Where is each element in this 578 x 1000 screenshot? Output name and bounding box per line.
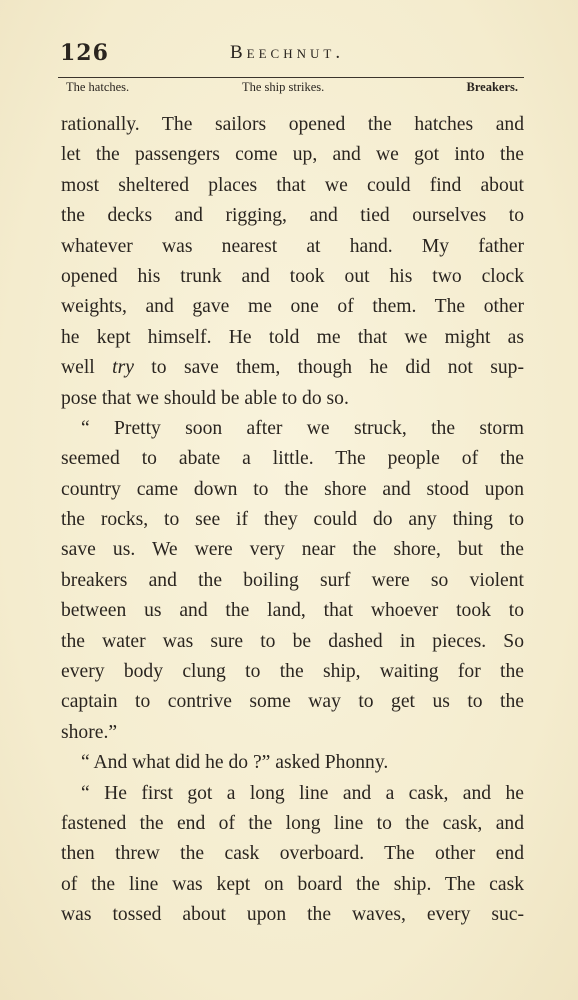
body-text [61, 110, 524, 931]
text-line: he kept himself. He told me that we might as [61, 326, 524, 348]
text-line: save us. We were very near the shore, but the [61, 539, 524, 561]
text-line: let the passengers come up, and we got into the [61, 144, 524, 166]
text-line: opened his trunk and took out his two clock [61, 265, 524, 287]
italic-word: try [112, 357, 134, 379]
text-line: rationally. The sailors opened the hatches and [61, 114, 524, 135]
subhead-right: Breakers. [466, 80, 518, 94]
text-line: weights, and gave me one of them. The other [61, 296, 524, 318]
subhead-center: The ship strikes. [242, 80, 325, 94]
text-line: “ And what did he do ?” asked Phonny. [81, 752, 389, 774]
text-line: fastened the end of the long line to the cask, and [61, 812, 524, 834]
text-line: captain to contrive some way to get us to the [61, 691, 524, 713]
text-span: well [61, 357, 113, 379]
running-head [60, 40, 523, 70]
text-line: seemed to abate a little. The people of the [61, 448, 524, 470]
text-line: country came down to the shore and stood upon [61, 478, 524, 500]
text-line: shore.” [61, 721, 118, 743]
text-line: breakers and the boiling surf were so violent [61, 569, 524, 591]
text-line: every body clung to the ship, waiting for the [61, 661, 524, 683]
text-line: “ He first got a long line and a cask, and he [81, 782, 524, 804]
text-line: was tossed about upon the waves, every suc- [61, 904, 524, 926]
text-line: the decks and rigging, and tied ourselves to [61, 205, 524, 227]
text-line: “ Pretty soon after we struck, the storm [81, 417, 524, 439]
text-span: to save them, though he did not sup- [133, 357, 524, 379]
text-line: the water was sure to be dashed in pieces. So [61, 630, 524, 652]
text-line: most sheltered places that we could find about [61, 174, 524, 196]
subhead-left: The hatches. [66, 80, 130, 94]
text-line: then threw the cask overboard. The other end [61, 843, 524, 865]
text-line: pose that we should be able to do so. [61, 387, 349, 409]
text-line: the rocks, to see if they could do any thing to [61, 509, 524, 531]
text-line-with-italic [61, 353, 524, 383]
text-line: whatever was nearest at hand. My father [61, 235, 524, 257]
text-line: of the line was kept on board the ship. The cask [61, 873, 524, 895]
header-rule [58, 77, 524, 78]
section-subheads [66, 80, 518, 98]
page-number: 126 [60, 40, 109, 66]
book-title: Beechnut. [230, 42, 345, 63]
text-line: between us and the land, that whoever took to [61, 600, 524, 622]
